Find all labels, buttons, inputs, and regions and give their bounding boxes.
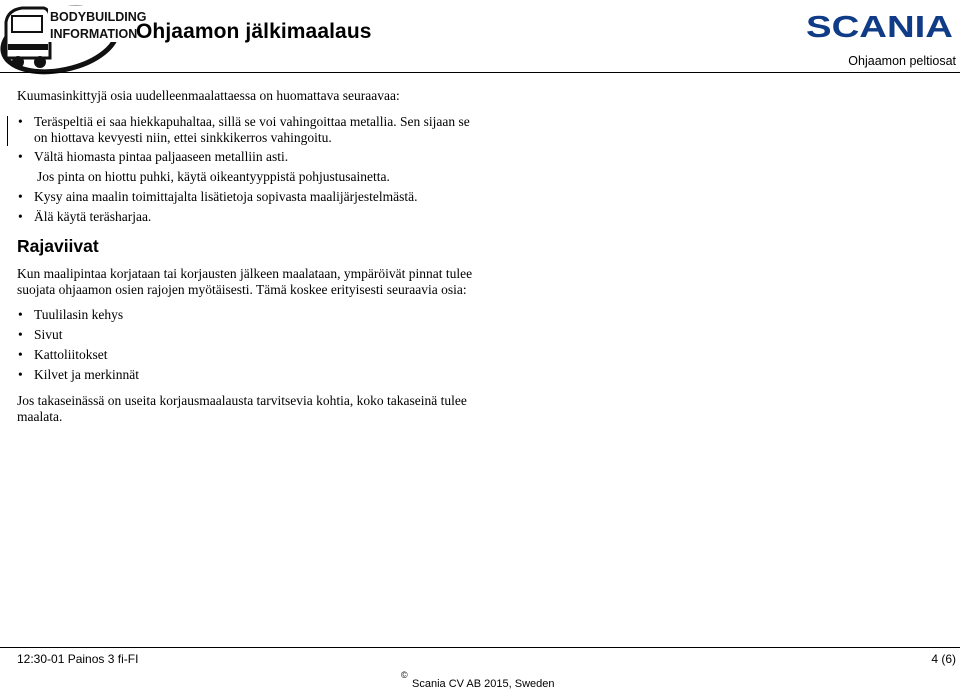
list-item bbox=[17, 114, 477, 145]
list-item-text: Älä käytä teräsharjaa. bbox=[34, 208, 152, 224]
list-item-text: Tuulilasin kehys bbox=[34, 307, 124, 322]
list-item bbox=[17, 347, 477, 363]
change-bar bbox=[7, 116, 8, 146]
document-id: 12:30-01 Painos 3 fi-FI bbox=[17, 652, 139, 666]
bullet-icon: • bbox=[18, 327, 23, 342]
bullet-list-2 bbox=[17, 189, 477, 224]
list-item-text: Kysy aina maalin toimittajalta lisätietoja sopivasta maalijärjestelmästä. bbox=[34, 189, 418, 204]
section-heading: Rajaviivat bbox=[17, 236, 99, 256]
indented-note: Jos pinta on hiottu puhki, käytä oikeantyyppistä pohjustusainetta. bbox=[37, 169, 390, 184]
logo-text-line2: INFORMATION bbox=[50, 27, 138, 41]
copyright-text: Scania CV AB 2015, Sweden bbox=[412, 678, 555, 690]
page-number: 4 (6) bbox=[931, 652, 956, 666]
list-item bbox=[17, 307, 477, 323]
list-item bbox=[17, 327, 477, 343]
bullet-list-1 bbox=[17, 114, 477, 165]
list-item bbox=[17, 367, 477, 383]
page-title: Ohjaamon jälkimaalaus bbox=[136, 20, 372, 43]
intro-text: Kuumasinkittyjä osia uudelleenmaalattaessa on huomattava seuraavaa: bbox=[17, 88, 400, 103]
section-paragraph: Kun maalipintaa korjataan tai korjausten jälkeen maalataan, ympäröivät pinnat tulee suojata ohjaamon osien rajojen myötäisesti. Tämä koskee erityisesti seuraavia osia: bbox=[17, 266, 473, 297]
parts-list bbox=[17, 307, 477, 383]
list-item bbox=[17, 189, 477, 205]
bodybuilding-information-logo bbox=[0, 0, 147, 74]
section-subtitle: Ohjaamon peltiosat bbox=[848, 54, 956, 68]
list-item bbox=[17, 209, 477, 225]
bullet-icon: • bbox=[18, 149, 23, 164]
list-item-text: Kattoliitokset bbox=[34, 347, 108, 362]
bullet-icon: • bbox=[18, 307, 23, 322]
copyright-symbol: © bbox=[401, 670, 408, 680]
brand-wordmark: SCANIA bbox=[806, 9, 953, 44]
list-item-text: Vältä hiomasta pintaa paljaaseen metalliin asti. bbox=[34, 149, 289, 164]
list-item-text: Teräspeltiä ei saa hiekkapuhaltaa, sillä se voi vahingoittaa metallia. Sen sijaan se on hiottava kevyesti niin, ettei sinkkikerros vahingoitu. bbox=[34, 114, 470, 145]
bullet-icon: • bbox=[18, 189, 23, 204]
bullet-icon: • bbox=[18, 347, 23, 362]
logo-text-line1: BODYBUILDING bbox=[50, 10, 147, 24]
bullet-icon: • bbox=[18, 208, 23, 224]
scania-logo bbox=[806, 9, 954, 44]
bullet-icon: • bbox=[18, 367, 23, 382]
footer-divider bbox=[0, 647, 960, 648]
header-divider bbox=[0, 72, 960, 73]
list-item-text: Sivut bbox=[34, 327, 63, 342]
bullet-icon: • bbox=[18, 114, 23, 129]
list-item bbox=[17, 149, 477, 165]
closing-paragraph: Jos takaseinässä on useita korjausmaalausta tarvitsevia kohtia, koko takaseinä tulee maalata. bbox=[17, 393, 467, 424]
list-item-text: Kilvet ja merkinnät bbox=[34, 367, 139, 382]
